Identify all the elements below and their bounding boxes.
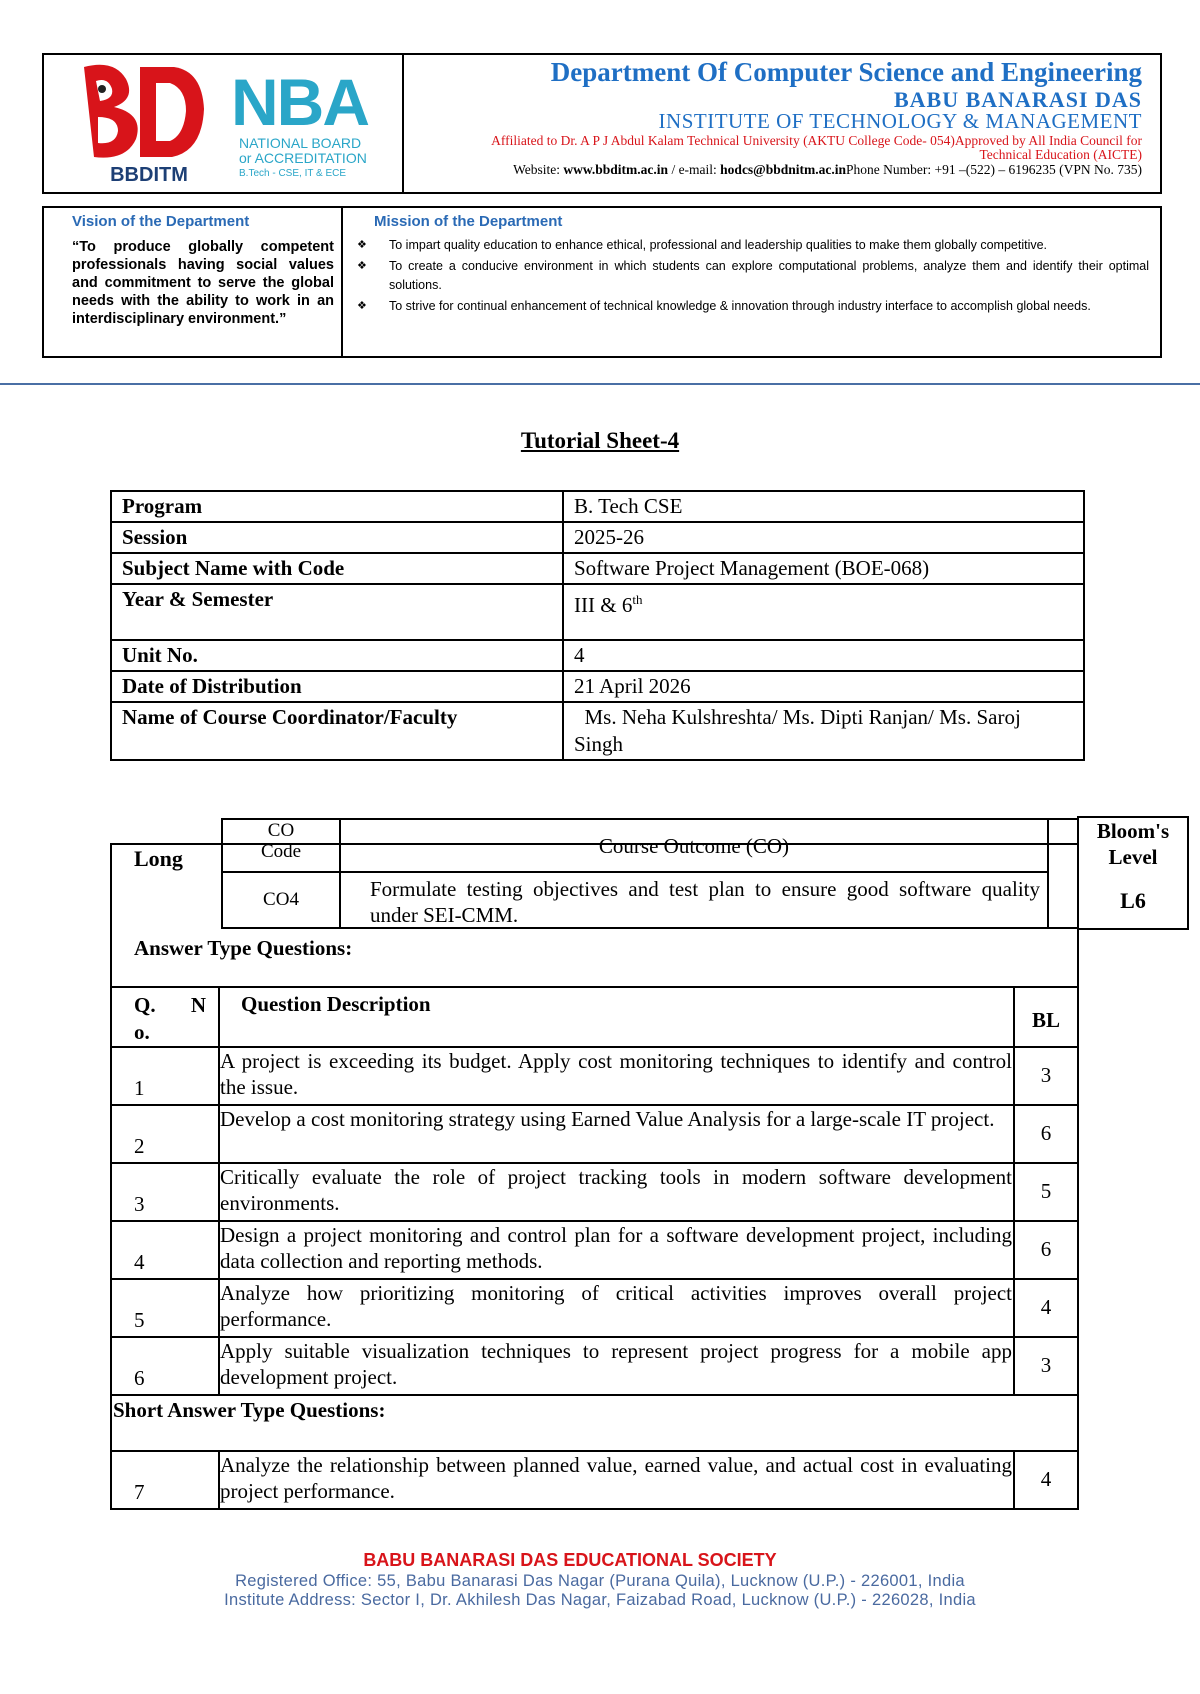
co-spacer-cell (1047, 818, 1079, 929)
mission-item: ❖ To impart quality education to enhance ethical, professional and leadership qualities to make them globally competitive. (349, 236, 1149, 256)
info-value: 21 April 2026 (563, 671, 1084, 702)
qno-cell (110, 1278, 220, 1338)
question-number: 3 (134, 1192, 145, 1216)
info-row (111, 640, 1084, 671)
question-bl: 6 (1040, 1237, 1052, 1261)
svg-text:NATIONAL BOARD: NATIONAL BOARD (239, 135, 362, 151)
qno-cell (110, 1220, 220, 1280)
website-link[interactable]: www.bbditm.ac.in (563, 162, 669, 177)
short-answer-title: Short Answer Type Questions: (113, 1398, 386, 1422)
info-value: 4 (563, 640, 1084, 671)
diamond-bullet-icon: ❖ (357, 299, 367, 312)
diamond-bullet-icon: ❖ (357, 259, 367, 272)
question-text: Apply suitable visualization techniques to represent project progress for a mobile app development project. (220, 1339, 1012, 1389)
letterhead (42, 53, 1162, 194)
institute-subtitle: INSTITUTE OF TECHNOLOGY & MANAGEMENT (658, 109, 1142, 133)
question-bl: 3 (1040, 1353, 1052, 1377)
question-number: 1 (134, 1076, 145, 1100)
co-code: CO4 (263, 889, 299, 910)
institute-name: BABU BANARASI DAS (893, 87, 1142, 112)
bl-header: BL (1031, 1008, 1060, 1032)
question-text: A project is exceeding its budget. Apply cost monitoring techniques to identify and control the issue. (220, 1049, 1012, 1099)
info-key: Program (111, 491, 563, 522)
question-number: 5 (134, 1308, 145, 1332)
info-value: III & 6th (563, 584, 1084, 640)
question-bl: 5 (1040, 1179, 1052, 1203)
question-text: Analyze the relationship between planned value, earned value, and actual cost in evaluating project performance. (220, 1453, 1012, 1503)
footer-registered: Registered Office: 55, Babu Banarasi Das Nagar (Purana Quila), Lucknow (U.P.) - 226001, India (235, 1572, 965, 1590)
question-number: 7 (134, 1480, 145, 1504)
info-value: 2025-26 (563, 522, 1084, 553)
info-key: Subject Name with Code (111, 553, 563, 584)
info-row (111, 671, 1084, 702)
info-key: Unit No. (111, 640, 563, 671)
footer (0, 1550, 1200, 1610)
vision-mission-divider (341, 208, 343, 356)
qno-header: Q. N o. (134, 993, 206, 1044)
bloom-level: L6 (1120, 888, 1146, 913)
mission-item: ❖ To strive for continual enhancement of technical knowledge & innovation through industry interface to accomplish global needs. (349, 297, 1149, 317)
question-text: Develop a cost monitoring strategy using Earned Value Analysis for a large-scale IT project. (220, 1107, 995, 1131)
co-code-header: CO Code (260, 820, 302, 862)
question-number: 4 (134, 1250, 145, 1274)
qno-cell (110, 1104, 220, 1164)
header-divider (402, 55, 404, 192)
question-text: Design a project monitoring and control plan for a software development project, including data collection and reporting methods. (220, 1223, 1012, 1273)
nba-logo (229, 61, 389, 187)
svg-text:NBA: NBA (231, 65, 368, 139)
question-number: 6 (134, 1366, 145, 1390)
info-value: Ms. Neha Kulshreshta/ Ms. Dipti Ranjan/ Ms. Saroj Singh (563, 702, 1084, 760)
question-bl: 6 (1040, 1121, 1052, 1145)
vision-mission-box (42, 206, 1162, 358)
long-label: Long (134, 846, 183, 871)
info-value: Software Project Management (BOE-068) (563, 553, 1084, 584)
answer-type-title: Answer Type Questions: (134, 936, 353, 960)
svg-text:B.Tech - CSE, IT & ECE: B.Tech - CSE, IT & ECE (239, 168, 347, 179)
co-header: Course Outcome (CO) (598, 834, 790, 858)
course-info-table (110, 490, 1085, 761)
mission-item: ❖ To create a conducive environment in which students can explore computational problems, analyze them and identify their optimal solutions. (357, 258, 1149, 292)
bbditm-logo (74, 59, 224, 187)
mission-list (349, 236, 1149, 317)
info-key: Name of Course Coordinator/Faculty (111, 702, 563, 760)
question-bl: 3 (1040, 1063, 1052, 1087)
contact-line: Website: www.bbditm.ac.in / e-mail: hodcs@bbdnitm.ac.inPhone Number: +91 –(522) – 6196235 (VPN No. 735) (513, 162, 1142, 177)
info-row (111, 522, 1084, 553)
bloom-header: Bloom's Level (1096, 819, 1170, 869)
qno-cell (110, 1162, 220, 1222)
question-bl: 4 (1040, 1467, 1052, 1491)
qno-cell (110, 1336, 220, 1396)
co-text: Formulate testing objectives and test plan to ensure good software quality under SEI-CMM. (370, 877, 1040, 927)
header-rule (0, 383, 1200, 385)
question-bl: 4 (1040, 1295, 1052, 1319)
qno-cell (110, 1046, 220, 1106)
info-key: Session (111, 522, 563, 553)
info-key: Year & Semester (111, 584, 563, 640)
mission-title: Mission of the Department (374, 213, 563, 230)
question-text: Critically evaluate the role of project tracking tools in modern software development environments. (220, 1165, 1012, 1215)
bbditm-logo-text: BBDITM (110, 164, 188, 186)
info-value: B. Tech CSE (563, 491, 1084, 522)
page-title: Tutorial Sheet-4 (520, 428, 680, 453)
question-text: Analyze how prioritizing monitoring of critical activities improves overall project performance. (220, 1281, 1012, 1331)
info-row (111, 702, 1084, 760)
info-row (111, 553, 1084, 584)
vision-text: “To produce globally competent professionals having social values and commitment to serve the global needs with the ability to work in an interdisciplinary environment.” (72, 239, 334, 327)
svg-text:or ACCREDITATION: or ACCREDITATION (239, 150, 367, 166)
qno-cell (110, 1450, 220, 1510)
question-number: 2 (134, 1134, 145, 1158)
footer-institute: Institute Address: Sector I, Dr. Akhilesh Das Nagar, Faizabad Road, Lucknow (U.P.) - 226028, India (224, 1591, 976, 1609)
info-row (111, 491, 1084, 522)
department-name: Department Of Computer Science and Engineering (550, 57, 1142, 87)
info-row (111, 584, 1084, 640)
email-link[interactable]: hodcs@bbdnitm.ac.in (720, 162, 847, 177)
desc-header: Question Description (241, 992, 431, 1016)
info-key: Date of Distribution (111, 671, 563, 702)
diamond-bullet-icon: ❖ (357, 239, 367, 251)
vision-title: Vision of the Department (72, 213, 250, 230)
footer-society: BABU BANARASI DAS EDUCATIONAL SOCIETY (363, 1550, 777, 1570)
affiliation-text: Affiliated to Dr. A P J Abdul Kalam Technical University (AKTU College Code- 054)Approved by All India Council for Technical Education (AICTE) (491, 133, 1142, 162)
